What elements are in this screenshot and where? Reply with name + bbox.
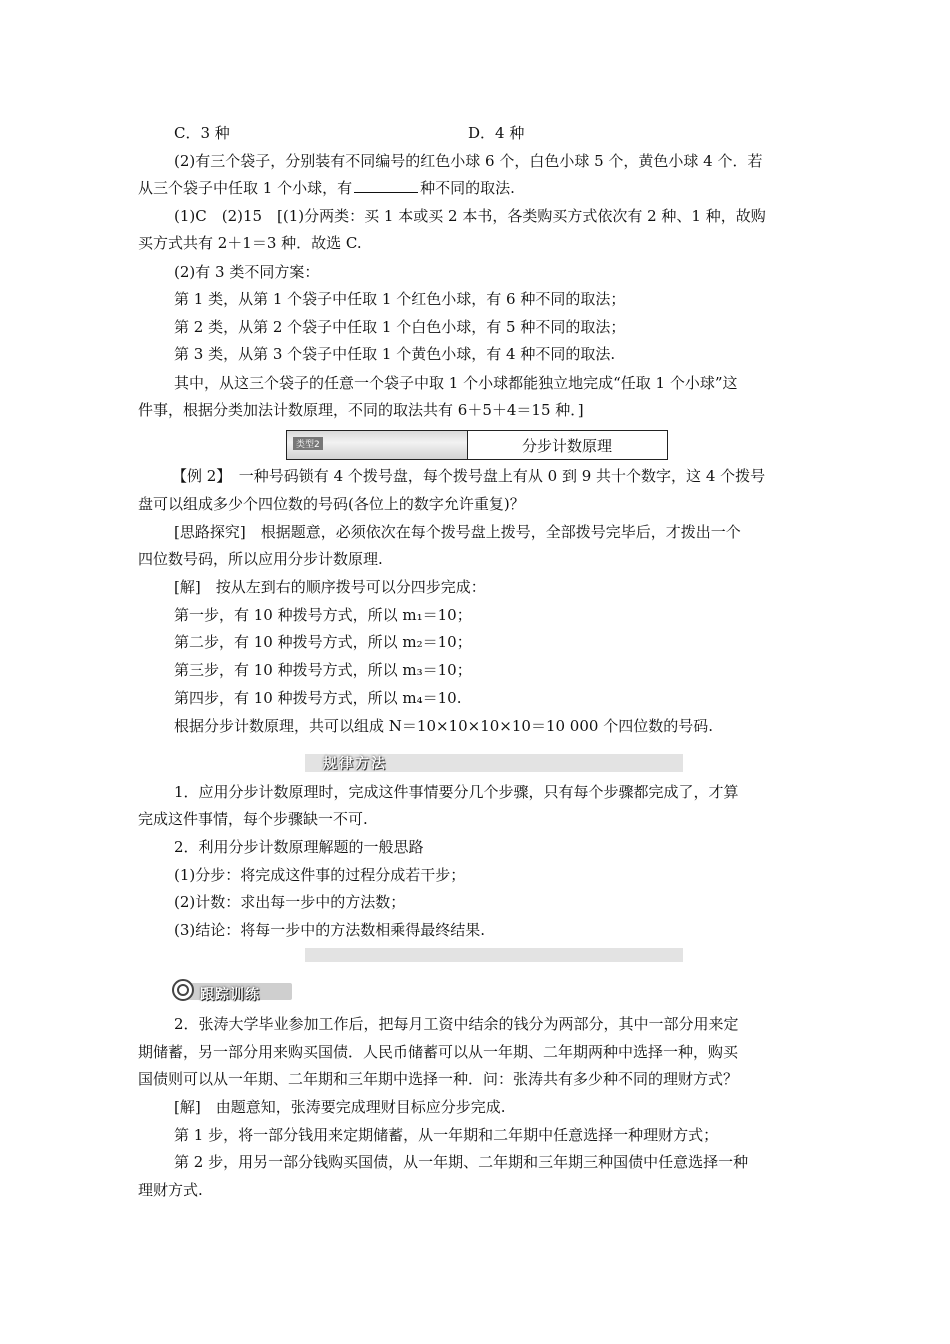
tracking-training-banner xyxy=(172,979,294,1003)
step-3: 第三步，有 10 种拨号方式，所以 m₃＝10； xyxy=(174,661,472,679)
training-2-line3: 国债则可以从一年期、二年期和三年期中选择一种．问：张涛共有多少种不同的理财方式？ xyxy=(138,1070,739,1088)
rule-2-step1: (1)分步：将完成这件事的过程分成若干步； xyxy=(174,866,466,884)
answer-line2: 买方式共有 2＋1＝3 种．故选 C. xyxy=(138,234,362,252)
rule-2: 2．利用分步计数原理解题的一般思路 xyxy=(174,838,424,856)
method-banner xyxy=(305,754,683,772)
rule-1-line1: 1．应用分步计数原理时，完成这件事情要分几个步骤，只有每个步骤都完成了，才算 xyxy=(174,783,739,801)
training-2-line2: 期储蓄，另一部分用来购买国债．人民币储蓄可以从一年期、二年期两种中选择一种，购买 xyxy=(138,1043,739,1061)
case-3: 第 3 类，从第 3 个袋子中任取 1 个黄色小球，有 4 种不同的取法. xyxy=(174,345,616,363)
step-1: 第一步，有 10 种拨号方式，所以 m₁＝10； xyxy=(174,606,472,624)
training-2-line1: 2．张涛大学毕业参加工作后，把每月工资中结余的钱分为两部分，其中一部分用来定 xyxy=(174,1015,739,1033)
answer-2-intro: (2)有 3 类不同方案： xyxy=(174,263,320,281)
answer-line1: (1)C (2)15 [(1)分两类：买 1 本或买 2 本书，各类购买方式依次有 2 种、1 种，故购 xyxy=(174,207,766,225)
type-title: 分步计数原理 xyxy=(521,436,612,455)
option-d: D．4 种 xyxy=(468,124,525,142)
training-step-1: 第 1 步，将一部分钱用来定期储蓄，从一年期和二年期中任意选择一种理财方式； xyxy=(174,1126,719,1144)
divider-band xyxy=(305,948,683,962)
type-tag: 类型2 xyxy=(293,437,323,450)
rule-2-step2: (2)计数：求出每一步中的方法数； xyxy=(174,893,406,911)
rule-1-line2: 完成这件事情，每个步骤缺一不可. xyxy=(138,810,368,828)
thinking-line2: 四位数号码，所以应用分步计数原理. xyxy=(138,550,383,568)
option-c: C．3 种 xyxy=(174,124,230,142)
step-4: 第四步，有 10 种拨号方式，所以 m₄＝10. xyxy=(174,689,462,707)
solution-intro: [解] 按从左到右的顺序拨号可以分四步完成： xyxy=(174,578,486,596)
rule-2-step3: (3)结论：将每一步中的方法数相乘得最终结果. xyxy=(174,921,486,939)
step-2: 第二步，有 10 种拨号方式，所以 m₂＝10； xyxy=(174,633,472,651)
answer-blank xyxy=(354,178,418,193)
case-2: 第 2 类，从第 2 个袋子中任取 1 个白色小球，有 5 种不同的取法； xyxy=(174,318,626,336)
type-tag-panel xyxy=(287,431,468,459)
example-2-line1: 【例 2】 一种号码锁有 4 个拨号盘，每个拨号盘上有从 0 到 9 共十个数字，这 4 个拨号 xyxy=(172,467,766,485)
tracking-training-title: 跟踪训练 xyxy=(200,987,260,1003)
step-conclusion: 根据分步计数原理，共可以组成 N＝10×10×10×10＝10 000 个四位数的号码. xyxy=(174,717,713,735)
case-1: 第 1 类，从第 1 个袋子中任取 1 个红色小球，有 6 种不同的取法； xyxy=(174,290,626,308)
method-banner-title: 规律方法 xyxy=(323,756,387,772)
type-2-banner xyxy=(286,430,668,460)
training-step-2-line2: 理财方式. xyxy=(138,1181,203,1199)
example-2-line2: 盘可以组成多少个四位数的号码(各位上的数字允许重复)？ xyxy=(138,495,525,513)
training-step-2-line1: 第 2 步，用另一部分钱购买国债，从一年期、二年期和三年期三种国债中任意选择一种 xyxy=(174,1153,749,1171)
question-2-line2: 从三个袋子中任取 1 个小球，有 种不同的取法. xyxy=(138,179,515,197)
question-2-line1: (2)有三个袋子，分别装有不同编号的红色小球 6 个，白色小球 5 个，黄色小球 4 个．若 xyxy=(174,152,763,170)
thinking-line1: [思路探究] 根据题意，必须依次在每个拨号盘上拨号，全部拨号完毕后，才拨出一个 xyxy=(174,523,741,541)
training-solution-intro: [解] 由题意知，张涛要完成理财目标应分步完成. xyxy=(174,1098,506,1116)
summary-line2: 件事，根据分类加法计数原理，不同的取法共有 6＋5＋4＝15 种．] xyxy=(138,401,584,419)
target-icon xyxy=(172,979,194,1001)
summary-line1: 其中，从这三个袋子的任意一个袋子中取 1 个小球都能独立地完成“任取 1 个小球”这 xyxy=(174,374,738,392)
